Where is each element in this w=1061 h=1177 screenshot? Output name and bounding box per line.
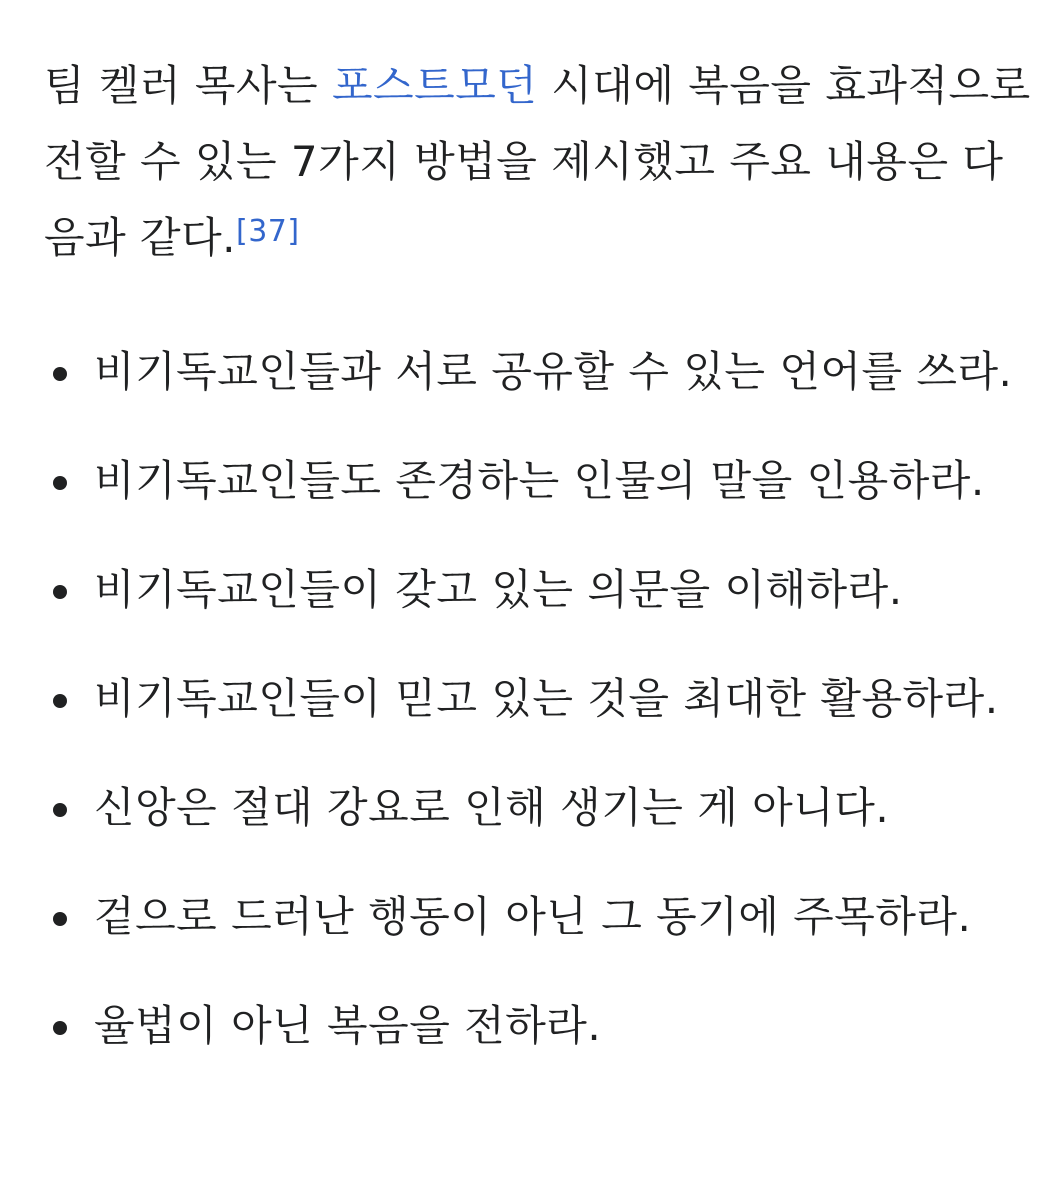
list-item-text: 비기독교인들과 서로 공유할 수 있는 언어를 쓰라. [94,347,1013,396]
article-content [44,48,1034,1050]
list-item-text: 비기독교인들이 갖고 있는 의문을 이해하라. [94,565,903,614]
bullet-icon [53,1021,67,1035]
bullet-icon [53,585,67,599]
list-item-text: 율법이 아닌 복음을 전하라. [94,1001,602,1050]
list-item [44,879,1034,955]
list-item [44,661,1034,737]
bullet-icon [53,912,67,926]
bullet-icon [53,476,67,490]
postmodern-link[interactable]: 포스트모던 [331,61,538,110]
list-item-text: 비기독교인들도 존경하는 인물의 말을 인용하라. [94,456,985,505]
list-item [44,334,1034,410]
list-item-text: 신앙은 절대 강요로 인해 생기는 게 아니다. [94,783,890,832]
list-item-text: 비기독교인들이 믿고 있는 것을 최대한 활용하라. [94,674,999,723]
intro-text-before-link: 팀 켈러 목사는 [44,61,332,110]
bullet-icon [53,367,67,381]
bullet-icon [53,694,67,708]
intro-text-after-link: 시대에 복음을 효과적으로 전할 수 있는 7가지 방법을 제시했고 주요 내용은 다음과 같다. [44,61,1031,262]
list-item [44,443,1034,519]
list-item [44,770,1034,846]
reference-link[interactable]: [37] [236,214,300,249]
list-item-text: 겉으로 드러난 행동이 아닌 그 동기에 주목하라. [94,892,972,941]
bullet-icon [53,803,67,817]
list-item [44,988,1034,1064]
list-item [44,552,1034,628]
methods-list [44,334,1034,1097]
intro-paragraph [44,48,1034,276]
